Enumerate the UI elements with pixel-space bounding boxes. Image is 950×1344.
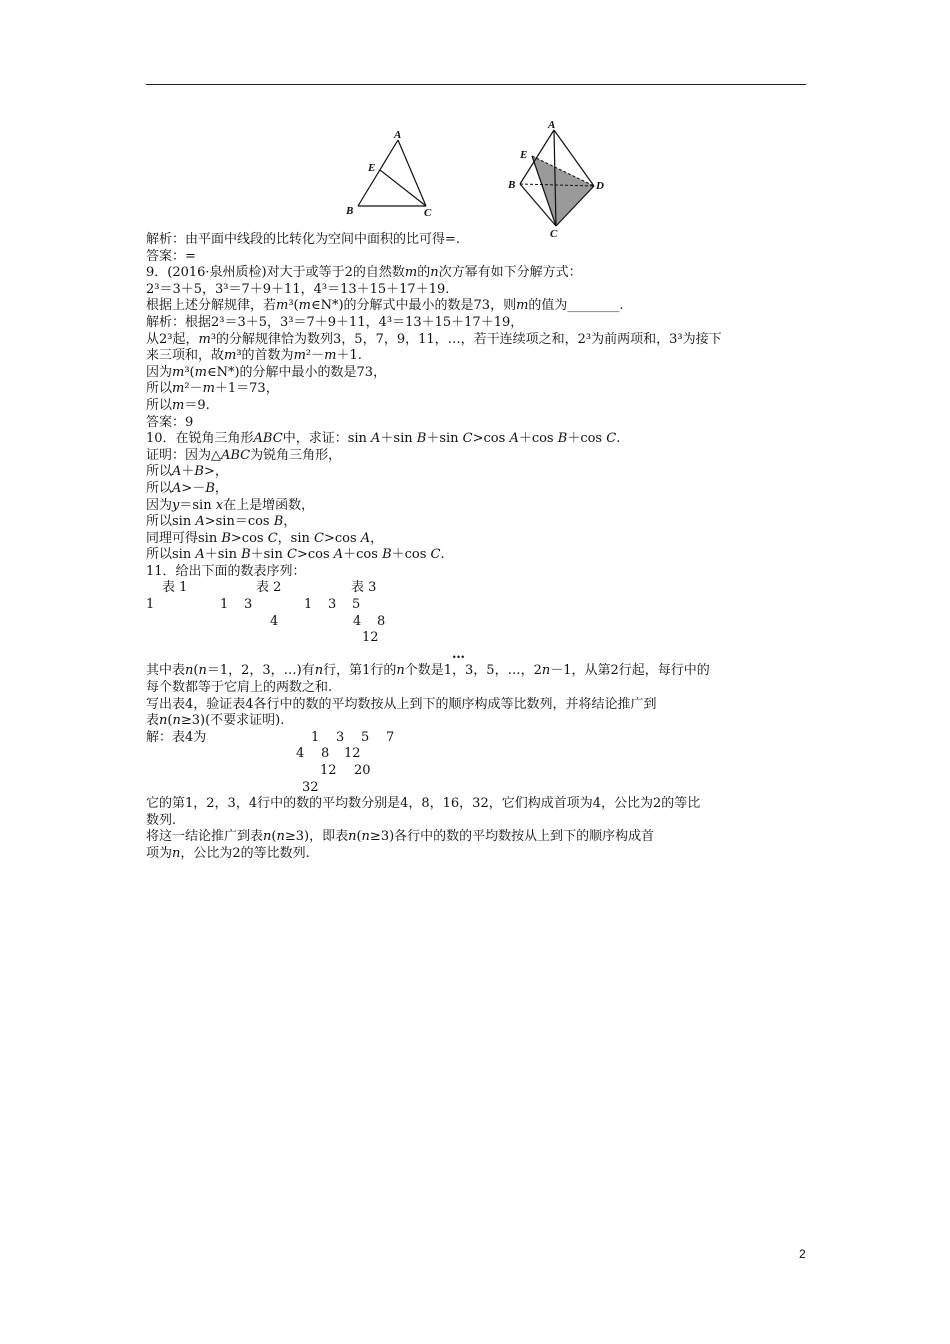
- table-4-cell: 20: [354, 763, 371, 778]
- line-11: 所以m＝9.: [146, 397, 210, 413]
- table-4-cell: 1: [311, 729, 320, 745]
- line-22: 其中表n(n＝1，2，3，…)有n行，第1行的n个数是1，3，5，…，2n－1，从第2行起，每行中的: [146, 663, 710, 679]
- question-9: 9．(2016·泉州质检)对大于或等于2的自然数m的n次方幂有如下分解方式：: [146, 265, 582, 281]
- line-25: 表n(n≥3)(不要求证明).: [146, 713, 285, 729]
- tetra-label-c: C: [550, 228, 558, 238]
- tetra-label-e: E: [520, 149, 528, 161]
- line-24: 写出表4，验证表4各行中的数的平均数按从上到下的顺序构成等比数列，并将结论推广到: [146, 696, 657, 712]
- table-4-cell: 12: [320, 763, 337, 778]
- line-5: 根据上述分解规律，若m³(m∈N*)的分解式中最小的数是73，则m的值为________.: [146, 298, 624, 314]
- triangle-label-b: B: [346, 205, 354, 216]
- table-2-cell: 1: [220, 597, 229, 613]
- table-3-cell: 8: [377, 613, 386, 629]
- ellipsis: …: [452, 646, 465, 662]
- tetra-label-a: A: [548, 119, 556, 131]
- line-18: 所以sin A>sin＝cos B，: [146, 514, 297, 530]
- table-4-cell: 3: [336, 729, 345, 745]
- table-4-cell: 4: [296, 746, 305, 762]
- table-1-cell: 1: [146, 597, 155, 613]
- line-20: 所以sin A＋sin B＋sin C>cos A＋cos B＋cos C.: [146, 547, 445, 563]
- line-30: 项为n，公比为2的等比数列.: [146, 845, 310, 861]
- line-1: 解析：由平面中线段的比转化为空间中面积的比可得=.: [146, 232, 461, 247]
- tetra-label-d: D: [596, 180, 604, 192]
- triangle-side-ac: [398, 140, 426, 206]
- line-28: 数列.: [146, 812, 177, 828]
- tetra-label-b: B: [508, 179, 516, 191]
- line-23: 每个数都等于它肩上的两数之和.: [146, 680, 333, 696]
- line-4: 2³＝3＋5，3³＝7＋9＋11，4³＝13＋15＋17＋19.: [146, 281, 450, 297]
- table-2-cell: 3: [244, 597, 253, 613]
- document-body: [146, 232, 808, 863]
- question-11: 11．给出下面的数表序列：: [146, 563, 306, 579]
- triangle-label-c: C: [424, 207, 432, 216]
- page-number: 2: [799, 1247, 806, 1261]
- table-3-header: 表 3: [351, 580, 377, 596]
- question-10: 10．在锐角三角形ABC中，求证：sin A＋sin B＋sin C>cos A＋cos B＋cos C.: [146, 431, 621, 447]
- line-7: 从2³起，m³的分解规律恰为数列3，5，7，9，11，…，若干连续项之和，2³为前两项和，3³为接下: [146, 331, 722, 347]
- table-2-cell: 4: [270, 613, 279, 629]
- table-4-cell: 8: [321, 746, 330, 762]
- number-tables: [146, 580, 808, 663]
- line-10: 所以m²－m＋1＝73，: [146, 381, 279, 397]
- triangle-label-e: E: [368, 162, 376, 174]
- line-15: 所以A＋B>，: [146, 464, 228, 480]
- table-3-cell: 1: [304, 597, 313, 613]
- table-4: [146, 730, 808, 796]
- table-3-cell: 3: [328, 597, 337, 613]
- line-6: 解析：根据2³＝3＋5，3³＝7＋9＋11，4³＝13＋15＋17＋19，: [146, 314, 524, 330]
- triangle-side-ab: [358, 140, 398, 206]
- table-3-cell: 5: [352, 597, 361, 613]
- line-19: 同理可得sin B>cos C，sin C>cos A，: [146, 530, 384, 546]
- line-14: 证明：因为△ABC为锐角三角形，: [146, 447, 342, 463]
- line-29: 将这一结论推广到表n(n≥3)，即表n(n≥3)各行中的数的平均数按从上到下的顺序构成首: [146, 829, 655, 845]
- line-2: 答案：=: [146, 248, 196, 264]
- table-4-cell: 5: [361, 729, 370, 745]
- shaded-section: [532, 156, 594, 226]
- line-12: 答案：9: [146, 414, 194, 430]
- table-3-cell: 4: [353, 613, 362, 629]
- table-4-cell: 12: [344, 746, 361, 762]
- triangle-segment-ec: [380, 170, 426, 206]
- header-rule: [146, 84, 806, 85]
- tetrahedron-figure: [498, 118, 618, 238]
- line-27: 它的第1，2，3，4行中的数的平均数分别是4，8，16，32，它们构成首项为4，公比为2的等比: [146, 796, 701, 812]
- line-8: 来三项和，故m³的首数为m²－m＋1.: [146, 348, 362, 364]
- line-17: 因为y＝sin x在上是增函数，: [146, 497, 315, 513]
- table-4-cell: 7: [386, 729, 395, 745]
- triangle-label-a: A: [394, 129, 402, 141]
- triangle-figure: [340, 126, 445, 216]
- table-1-header: 表 1: [162, 580, 188, 596]
- table-2-header: 表 2: [256, 580, 282, 596]
- table-4-cell: 32: [302, 779, 319, 795]
- table-3-cell: 12: [362, 630, 379, 646]
- line-26: 解：表4为: [146, 729, 207, 745]
- line-16: 所以A>－B，: [146, 480, 228, 496]
- line-9: 因为m³(m∈N*)的分解中最小的数是73，: [146, 364, 387, 380]
